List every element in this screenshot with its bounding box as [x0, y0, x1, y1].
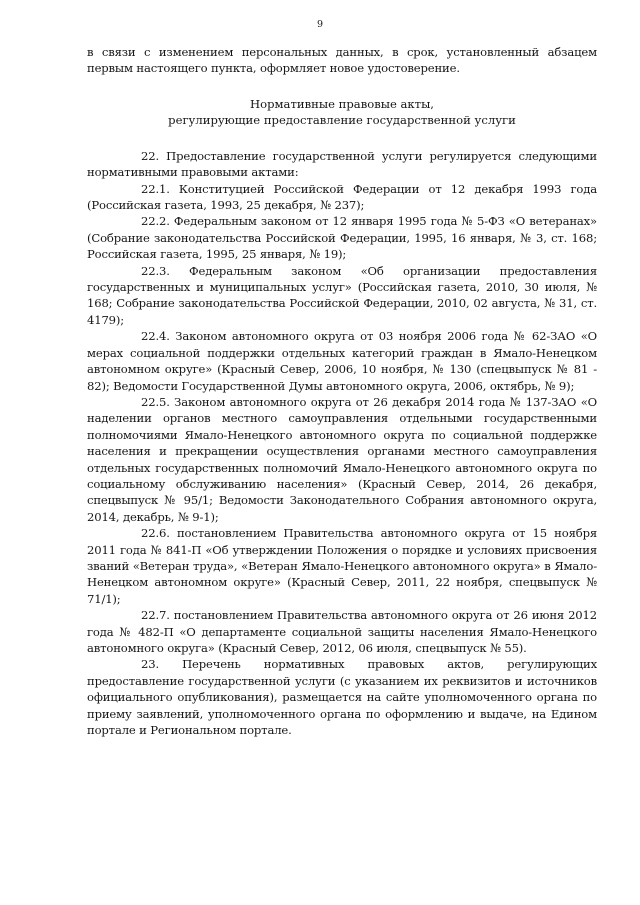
paragraph-23: 23. Перечень нормативных правовых актов, регулирующих предоставление государственной услуги (с указанием их реквизитов и источников официального опубликования), размещается на сайте уполномоченного органа по приему заявлений, уполномоченного органа по оформлению и выдаче, на Едином портале и Региональном портале. [87, 657, 597, 738]
paragraph-22-3: 22.3. Федеральным законом «Об организации предоставления государственных и муниципальных услуг» (Российская газета, 2010, 30 июля, № 168; Собрание законодательства Российской Федерации, 2010, 02 августа, № 31, ст. 4179); [87, 263, 597, 327]
paragraph-22: 22. Предоставление государственной услуги регулируется следующими нормативными правовыми актами: [87, 148, 597, 180]
paragraph-22-4: 22.4. Законом автономного округа от 03 ноября 2006 года № 62-ЗАО «О мерах социальной поддержки отдельных категорий граждан в Ямало-Ненецком автономном округе» (Красный Север, 2006, 10 ноября, № 130 (спецвыпуск № 81 - 82); Ведомости Государственной Думы автономного округа, 2006, октябрь, № 9); [87, 329, 597, 393]
document-body [87, 44, 597, 738]
paragraph-22-7: 22.7. постановлением Правительства автономного округа от 26 июня 2012 года № 482-П «О департаменте социальной защиты населения Ямало-Ненецкого автономного округа» (Красный Север, 2012, 06 июля, спецвыпуск № 55). [87, 608, 597, 655]
page-number: 9 [316, 19, 324, 30]
paragraph-22-6: 22.6. постановлением Правительства автономного округа от 15 ноября 2011 года № 841-П «Об утверждении Положения о порядке и условиях присвоения званий «Ветеран труда», «Ветеран Ямало-Ненецкого автономного округа» в Ямало-Ненецком автономном округе» (Красный Север, 2011, 22 ноября, спецвыпуск № 71/1); [87, 526, 597, 606]
paragraph-22-1: 22.1. Конституцией Российской Федерации от 12 декабря 1993 года (Российская газета, 1993, 25 декабря, № 237); [87, 181, 597, 213]
intro-paragraph: в связи с изменением персональных данных, в срок, установленный абзацем первым настоящего пункта, оформляет новое удостоверение. [87, 45, 597, 76]
section-heading [87, 96, 597, 128]
paragraph-22-2: 22.2. Федеральным законом от 12 января 1995 года № 5-ФЗ «О ветеранах» (Собрание законодательства Российской Федерации, 1995, 16 января, № 3, ст. 168; Российская газета, 1995, 25 января, № 19); [87, 214, 597, 262]
section-heading-line-1: Нормативные правовые акты, [250, 96, 434, 111]
paragraph-22-5: 22.5. Законом автономного округа от 26 декабря 2014 года № 137-ЗАО «О наделении органов местного самоуправления отдельными государственными полномочиями Ямало-Ненецкого автономного округа по социальной поддержке населения и прекращении осуществления органами местного самоуправления отдельных государственных полномочий Ямало-Ненецкого автономного округа по социальному обслуживанию населения» (Красный Север, 2014, 26 декабря, спецвыпуск № 95/1; Ведомости Законодательного Собрания автономного округа, 2014, декабрь, № 9-1); [87, 394, 597, 524]
section-heading-line-2: регулирующие предоставление государственной услуги [168, 112, 516, 127]
